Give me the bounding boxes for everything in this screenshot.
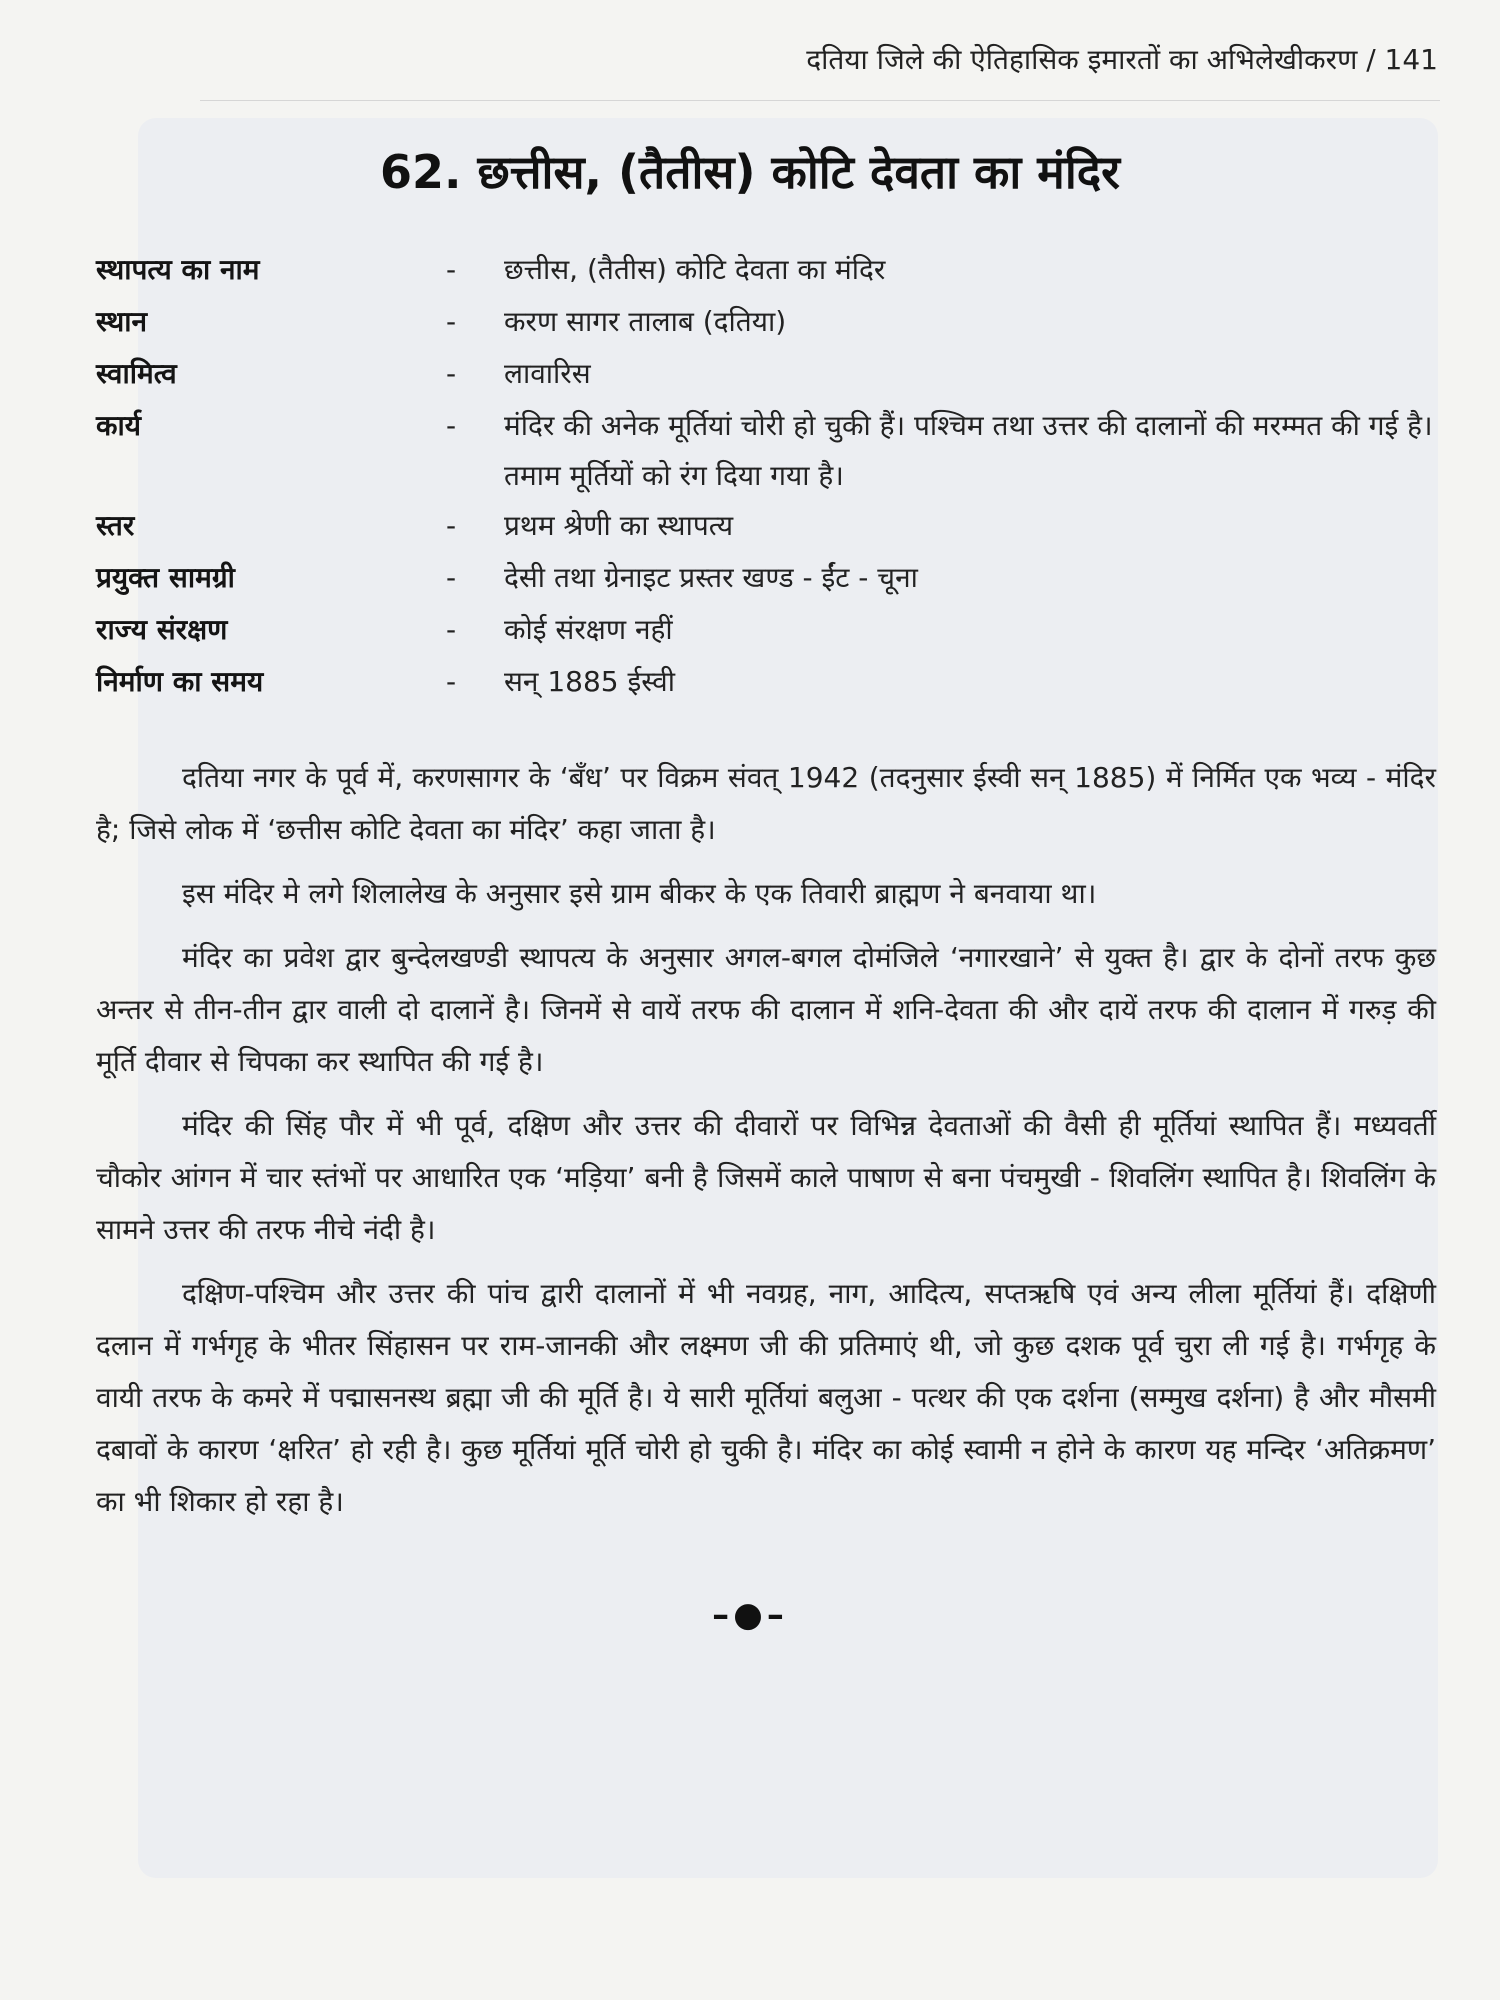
meta-row-architecture-name [96, 245, 1436, 297]
meta-value: मंदिर की अनेक मूर्तियां चोरी हो चुकी हैं। पश्चिम तथा उत्तर की दालानों की मरम्मत की गई है। तमाम मूर्तियों को रंग दिया गया है। [504, 409, 1433, 492]
paragraph: दतिया नगर के पूर्व में, करणसागर के ‘बँध’ पर विक्रम संवत् 1942 (तदनुसार ईस्वी सन् 1885) में निर्मित एक भव्य - मंदिर है; जिसे लोक में ‘छत्तीस कोटि देवता का मंदिर’ कहा जाता है। [96, 761, 1436, 846]
meta-dash: - [446, 305, 457, 338]
paragraph: मंदिर का प्रवेश द्वार बुन्देलखण्डी स्थापत्य के अनुसार अगल-बगल दोमंजिले ‘नगारखाने’ से युक्त है। द्वार के दोनों तरफ कुछ अन्तर से तीन-तीन द्वार वाली दो दालानें है। जिनमें से वायें तरफ की दालान में शनि-देवता की और दायें तरफ की दालान में गरुड़ की मूर्ति दीवार से चिपका कर स्थापित की गई है। [96, 941, 1436, 1078]
paragraph: इस मंदिर मे लगे शिलालेख के अनुसार इसे ग्राम बीकर के एक तिवारी ब्राह्मण ने बनवाया था। [182, 877, 1097, 910]
meta-value: देसी तथा ग्रेनाइट प्रस्तर खण्ड - ईंट - चूना [504, 561, 918, 594]
paragraph: मंदिर की सिंह पौर में भी पूर्व, दक्षिण और उत्तर की दीवारों पर विभिन्न देवताओं की वैसी ही मूर्तियां स्थापित हैं। मध्यवर्ती चौकोर आंगन में चार स्तंभों पर आधारित एक ‘मड़िया’ बनी है जिसमें काले पाषाण से बना पंचमुखी - शिवलिंग स्थापित है। शिवलिंग के सामने उत्तर की तरफ नीचे नंदी है। [96, 1109, 1436, 1246]
meta-row-grade [96, 501, 1436, 553]
meta-value: करण सागर तालाब (दतिया) [504, 305, 787, 338]
meta-dash: - [446, 253, 457, 286]
metadata-table [96, 245, 1436, 709]
running-header: दतिया जिले की ऐतिहासिक इमारतों का अभिलेखीकरण / 141 [806, 43, 1438, 76]
meta-label: निर्माण का समय [96, 665, 264, 698]
header-rule [200, 100, 1440, 101]
meta-row-work [96, 401, 1436, 501]
meta-dash: - [446, 665, 457, 698]
meta-dash: - [446, 409, 457, 442]
meta-label: प्रयुक्त सामग्री [96, 561, 235, 594]
meta-label: स्तर [96, 509, 135, 542]
paragraph: दक्षिण-पश्चिम और उत्तर की पांच द्वारी दालानों में भी नवग्रह, नाग, आदित्य, सप्तऋषि एवं अन्य लीला मूर्तियां हैं। दक्षिणी दलान में गर्भगृह के भीतर सिंहासन पर राम-जानकी और लक्ष्मण जी की प्रतिमाएं थी, जो कुछ दशक पूर्व चुरा ली गई है। गर्भगृह के वायी तरफ के कमरे में पद्मासनस्थ ब्रह्मा जी की मूर्ति है। ये सारी मूर्तियां बलुआ - पत्थर की एक दर्शना (सम्मुख दर्शना) है और मौसमी दबावों के कारण ‘क्षरित’ हो रही है। कुछ मूर्तियां मूर्ति चोरी हो चुकी है। मंदिर का कोई स्वामी न होने के कारण यह मन्दिर ‘अतिक्रमण’ का भी शिकार हो रहा है। [96, 1277, 1436, 1518]
meta-value: कोई संरक्षण नहीं [504, 613, 673, 646]
meta-row-construction-time [96, 657, 1436, 709]
meta-value: लावारिस [504, 357, 591, 390]
meta-label: स्वामित्व [96, 357, 177, 390]
meta-row-materials [96, 553, 1436, 605]
meta-dash: - [446, 613, 457, 646]
meta-row-ownership [96, 349, 1436, 401]
section-end-mark: –●– [712, 1595, 788, 1635]
meta-dash: - [446, 561, 457, 594]
meta-value: छत्तीस, (तैतीस) कोटि देवता का मंदिर [504, 253, 886, 286]
meta-row-location [96, 297, 1436, 349]
body-text [96, 752, 1436, 1540]
meta-label: स्थापत्य का नाम [96, 253, 260, 286]
meta-row-state-protection [96, 605, 1436, 657]
meta-label: स्थान [96, 305, 148, 338]
meta-dash: - [446, 509, 457, 542]
page-title: 62. छत्तीस, (तैतीस) कोटि देवता का मंदिर [380, 145, 1120, 199]
meta-value: प्रथम श्रेणी का स्थापत्य [504, 509, 734, 542]
meta-value: सन् 1885 ईस्वी [504, 665, 675, 698]
meta-label: कार्य [96, 409, 141, 442]
meta-dash: - [446, 357, 457, 390]
meta-label: राज्य संरक्षण [96, 613, 228, 646]
